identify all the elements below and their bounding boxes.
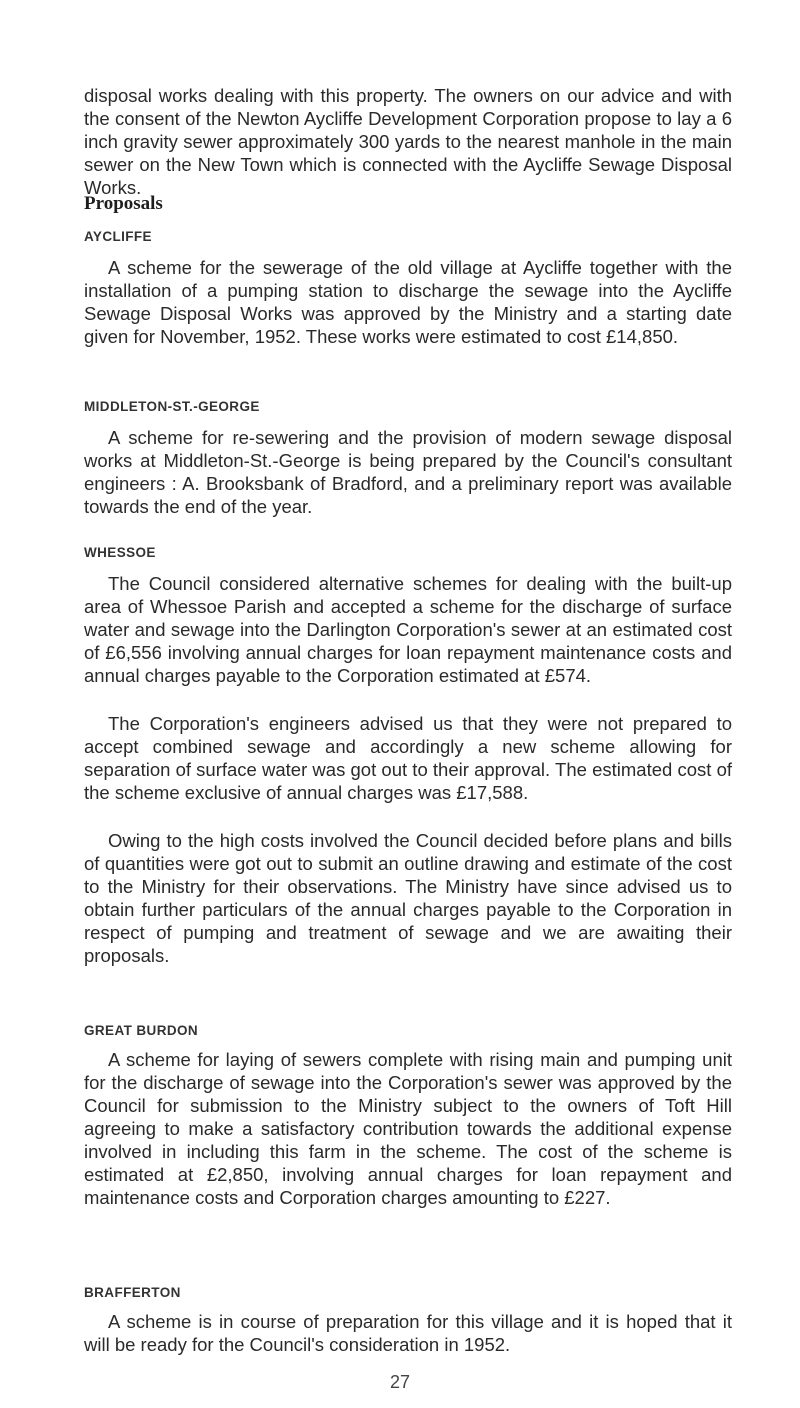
whessoe-paragraph-1: The Council considered alternative schemes for dealing with the built-up area of Whessoe Parish and accepted a scheme for the discharge of surface water and sewage into the Darlington Corporation's sewer at an estimated cost of £6,556 involving annual charges for loan repayment maintenance costs and annual charges payable to the Corporation estimated at £574.: [84, 573, 732, 686]
great-burdon-heading: GREAT BURDON: [84, 1023, 199, 1038]
whessoe-heading: WHESSOE: [84, 545, 156, 560]
middleton-paragraph: A scheme for re-sewering and the provision of modern sewage disposal works at Middleton-St.-George is being prepared by the Council's consultant engineers : A. Brooksbank of Bradford, and a preliminary report was available towards the end of the year.: [84, 427, 732, 517]
page-number: 27: [389, 1372, 411, 1392]
brafferton-heading: BRAFFERTON: [84, 1285, 181, 1300]
whessoe-paragraph-3: Owing to the high costs involved the Council decided before plans and bills of quantities were got out to submit an outline drawing and estimate of the cost to the Ministry for their observations. The Ministry have since advised us to obtain further particulars of the annual charges payable to the Corporation in respect of pumping and treatment of sewage and we are awaiting their proposals.: [84, 830, 732, 966]
aycliffe-heading: AYCLIFFE: [84, 229, 152, 244]
whessoe-paragraph-2: The Corporation's engineers advised us that they were not prepared to accept combined sewage and accordingly a new scheme allowing for separation of surface water was got out to their approval. The estimated cost of the scheme exclusive of annual charges was £17,588.: [84, 713, 732, 803]
middleton-heading: MIDDLETON-ST.-GEORGE: [84, 399, 260, 414]
brafferton-paragraph: A scheme is in course of preparation for this village and it is hoped that it will be ready for the Council's consideration in 1952.: [84, 1311, 732, 1355]
intro-paragraph: disposal works dealing with this property. The owners on our advice and with the consent of the Newton Aycliffe Development Corporation propose to lay a 6 inch gravity sewer approximately 300 yards to the nearest manhole in the main sewer on the New Town which is connected with the Aycliffe Sewage Disposal Works.: [84, 85, 732, 198]
proposals-heading: Proposals: [84, 193, 163, 214]
great-burdon-paragraph: A scheme for laying of sewers complete with rising main and pumping unit for the discharge of sewage into the Corporation's sewer was approved by the Council for submission to the Ministry subject to the owners of Toft Hill agreeing to make a satisfactory contribution towards the additional expense involved in including this farm in the scheme. The cost of the scheme is estimated at £2,850, involving annual charges for loan repayment and maintenance costs and Corporation charges amounting to £227.: [84, 1049, 732, 1208]
aycliffe-paragraph: A scheme for the sewerage of the old village at Aycliffe together with the installation of a pumping station to discharge the sewage into the Aycliffe Sewage Disposal Works was approved by the Ministry and a starting date given for November, 1952. These works were estimated to cost £14,850.: [84, 257, 732, 347]
